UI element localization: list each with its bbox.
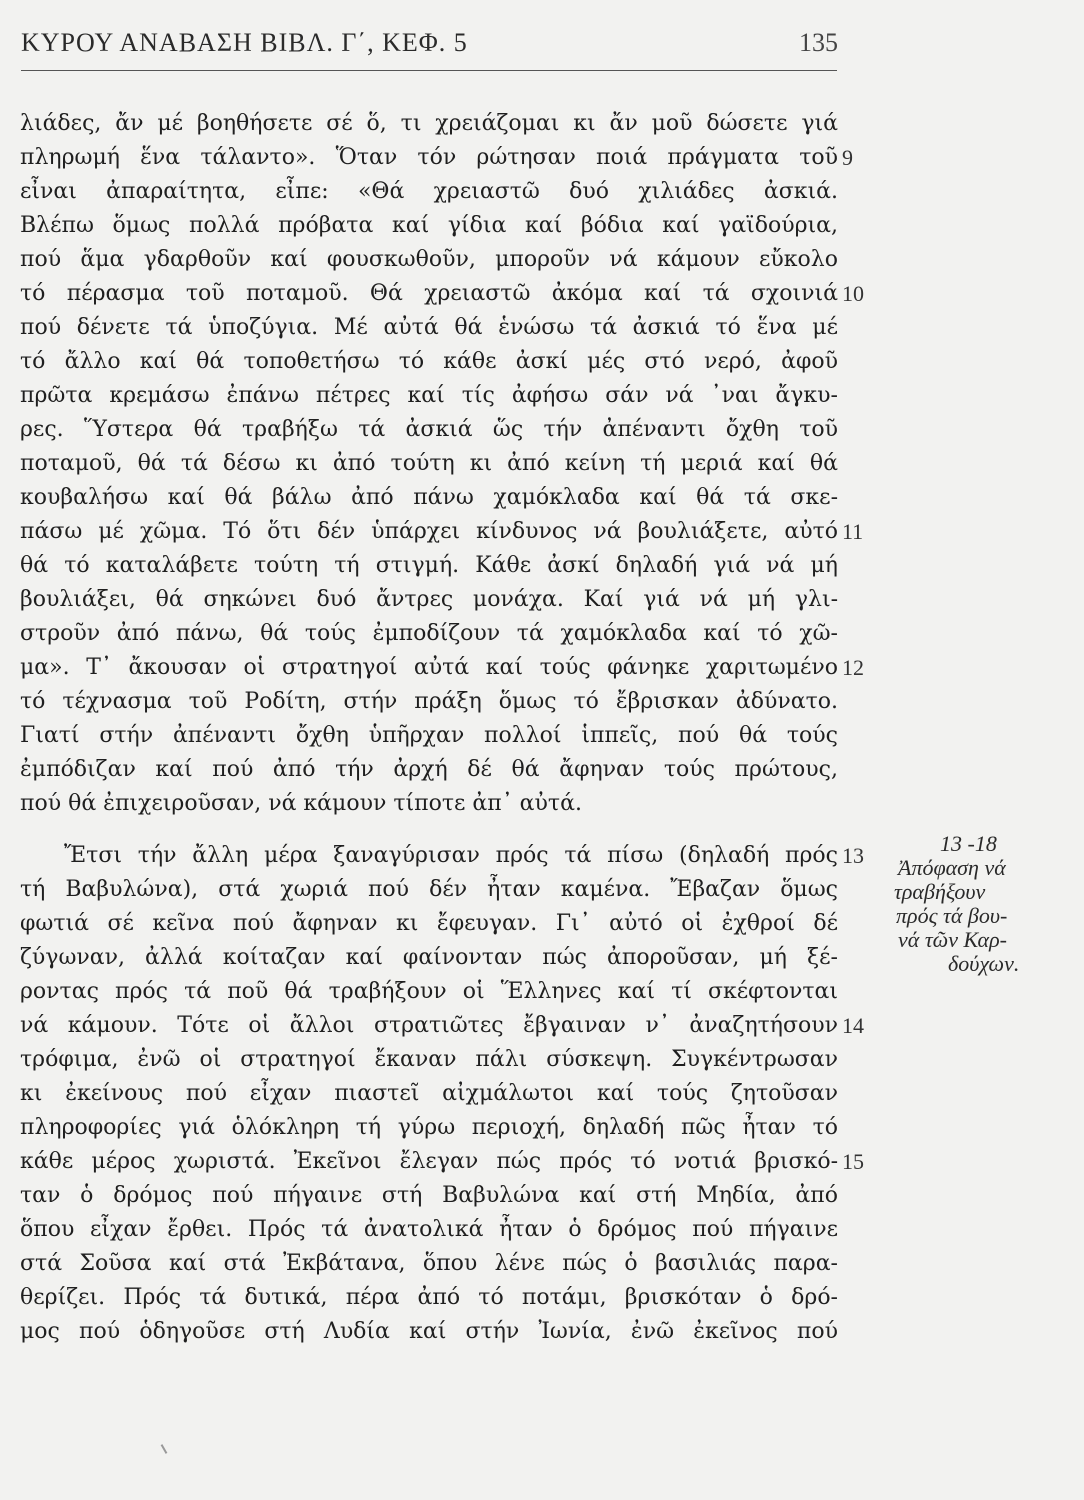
- line-number: 9: [842, 145, 853, 170]
- text-line: Ἔτσι τήν ἄλλη μέρα ξαναγύρισαν πρός τά πίσω (δηλαδή πρός: [64, 843, 838, 868]
- text-line: στροῦν ἀπό πάνω, θά τούς ἐμποδίζουν τά χαμόκλαδα καί τό χῶ-: [20, 621, 838, 646]
- margin-note-line: Ἀπόφαση νά: [898, 855, 1006, 880]
- text-line: φωτιά σέ κεῖνα πού ἄφηναν κι ἔφευγαν. Γι᾿ αὐτό οἱ ἐχθροί δέ: [20, 911, 838, 936]
- text-line: τό τέχνασμα τοῦ Ροδίτη, στήν πράξη ὅμως τό ἔβρισκαν ἀδύνατο.: [20, 689, 838, 714]
- scan-speck: [161, 1444, 168, 1454]
- line-number: 15: [842, 1149, 864, 1174]
- margin-note-line: πρός τά βου-: [896, 903, 1008, 928]
- text-line: θά τό καταλάβετε τούτη τή στιγμή. Κάθε ἀσκί δηλαδή γιά νά μή: [20, 553, 838, 578]
- line-number: 14: [842, 1013, 864, 1038]
- line-number: 13: [842, 843, 864, 868]
- margin-note: [888, 832, 1068, 976]
- page-number: 135: [799, 28, 838, 57]
- margin-note-range: 13 -18: [940, 831, 997, 856]
- text-line: κι ἐκείνους πού εἶχαν πιαστεῖ αἰχμάλωτοι καί τούς ζητοῦσαν: [20, 1081, 838, 1106]
- text-line: θερίζει. Πρός τά δυτικά, πέρα ἀπό τό ποτάμι, βρισκόταν ὁ δρό-: [20, 1285, 838, 1310]
- margin-note-line: δούχων.: [948, 951, 1020, 976]
- text-line: πληροφορίες γιά ὁλόκληρη τή γύρω περιοχή, δηλαδή πῶς ἦταν τό: [20, 1115, 838, 1140]
- text-line: πάσω μέ χῶμα. Τό ὅτι δέν ὑπάρχει κίνδυνος νά βουλιάξετε, αὐτό: [20, 519, 838, 544]
- running-header-title: ΚΥΡΟΥ ΑΝΑΒΑΣΗ ΒΙΒΛ. Γ΄, ΚΕΦ. 5: [21, 28, 468, 57]
- text-line: ροντας πρός τά ποῦ θά τραβήξουν οἱ Ἕλληνες καί τί σκέφτονται: [20, 979, 838, 1004]
- text-line: τό πέρασμα τοῦ ποταμοῦ. Θά χρειαστῶ ἀκόμα καί τά σχοινιά: [20, 281, 838, 306]
- text-line: πού θά ἐπιχειροῦσαν, νά κάμουν τίποτε ἀπ᾿ αὐτά.: [20, 791, 582, 816]
- text-line: τρόφιμα, ἐνῶ οἱ στρατηγοί ἔκαναν πάλι σύσκεψη. Συγκέντρωσαν: [20, 1047, 838, 1072]
- text-line: πληρωμή ἕνα τάλαντο». Ὅταν τόν ρώτησαν ποιά πράγματα τοῦ: [20, 145, 838, 170]
- text-line: μα». Τ᾿ ἄκουσαν οἱ στρατηγοί αὐτά καί τούς φάνηκε χαριτωμένο: [20, 655, 838, 680]
- text-line: ἐμπόδιζαν καί πού ἀπό τήν ἀρχή δέ θά ἄφηναν τούς πρώτους,: [20, 757, 838, 782]
- margin-note-line: νά τῶν Καρ-: [898, 927, 1007, 952]
- text-line: τό ἄλλο καί θά τοποθετήσω τό κάθε ἀσκί μές στό νερό, ἀφοῦ: [20, 349, 838, 374]
- text-line: τή Βαβυλώνα), στά χωριά πού δέν ἦταν καμένα. Ἔβαζαν ὅμως: [20, 877, 838, 902]
- text-line: νά κάμουν. Τότε οἱ ἄλλοι στρατιῶτες ἔβγαιναν ν᾿ ἀναζητήσουν: [20, 1013, 838, 1038]
- line-number: 11: [842, 519, 864, 544]
- text-line: Βλέπω ὅμως πολλά πρόβατα καί γίδια καί βόδια καί γαϊδούρια,: [20, 213, 838, 238]
- text-line: πού δένετε τά ὑποζύγια. Μέ αὐτά θά ἑνώσω τά ἀσκιά τό ἕνα μέ: [20, 315, 838, 340]
- text-line: Γιατί στήν ἀπέναντι ὄχθη ὑπῆρχαν πολλοί ἱππεῖς, πού θά τούς: [20, 723, 838, 748]
- text-line: ὅπου εἶχαν ἔρθει. Πρός τά ἀνατολικά ἦταν ὁ δρόμος πού πήγαινε: [20, 1217, 838, 1242]
- line-number: 10: [842, 281, 864, 306]
- text-line: εἶναι ἀπαραίτητα, εἶπε: «Θά χρειαστῶ δυό χιλιάδες ἀσκιά.: [20, 179, 838, 204]
- header-divider: [21, 70, 837, 71]
- text-line: λιάδες, ἄν μέ βοηθήσετε σέ ὅ, τι χρειάζομαι κι ἄν μοῦ δώσετε γιά: [20, 111, 838, 136]
- text-line: πού ἅμα γδαρθοῦν καί φουσκωθοῦν, μποροῦν νά κάμουν εὔκολο: [20, 247, 838, 272]
- text-line: ζύγωναν, ἀλλά κοίταζαν καί φαίνονταν πώς ἀποροῦσαν, μή ξέ-: [20, 945, 838, 970]
- text-line: μος πού ὁδηγοῦσε στή Λυδία καί στήν Ἰωνία, ἐνῶ ἐκεῖνος πού: [20, 1319, 838, 1344]
- text-line: κουβαλήσω καί θά βάλω ἀπό πάνω χαμόκλαδα καί θά τά σκε-: [20, 485, 838, 510]
- text-line: ρες. Ὕστερα θά τραβήξω τά ἀσκιά ὥς τήν ἀπέναντι ὄχθη τοῦ: [20, 417, 838, 442]
- text-line: ποταμοῦ, θά τά δέσω κι ἀπό τούτη κι ἀπό κείνη τή μεριά καί θά: [20, 451, 838, 476]
- text-line: στά Σοῦσα καί στά Ἐκβάτανα, ὅπου λένε πώς ὁ βασιλιάς παρα-: [20, 1251, 838, 1276]
- text-line: ταν ὁ δρόμος πού πήγαινε στή Βαβυλώνα καί στή Μηδία, ἀπό: [20, 1183, 838, 1208]
- line-number: 12: [842, 655, 864, 680]
- text-line: κάθε μέρος χωριστά. Ἐκεῖνοι ἔλεγαν πώς πρός τό νοτιά βρισκό-: [20, 1149, 838, 1174]
- text-line: πρῶτα κρεμάσω ἐπάνω πέτρες καί τίς ἀφήσω σάν νά ᾿ναι ἄγκυ-: [20, 383, 838, 408]
- text-line: βουλιάξει, θά σηκώνει δυό ἄντρες μονάχα. Καί γιά νά μή γλι-: [20, 587, 838, 612]
- margin-note-line: τραβήξουν: [894, 879, 986, 904]
